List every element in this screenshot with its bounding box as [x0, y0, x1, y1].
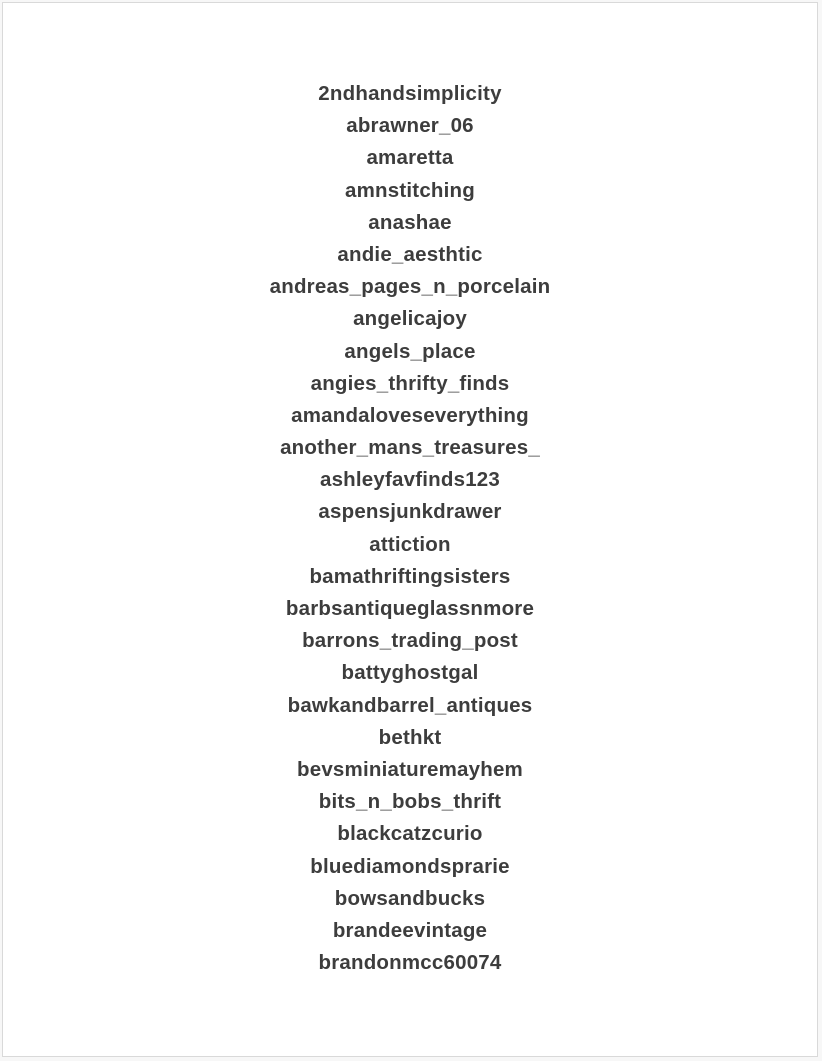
list-item: blackcatzcurio	[337, 822, 483, 846]
list-item: bevsminiaturemayhem	[297, 757, 523, 781]
username-list	[3, 78, 817, 979]
list-item: bawkandbarrel_antiques	[287, 693, 533, 717]
list-item: abrawner_06	[346, 114, 474, 138]
document-page	[2, 2, 818, 1057]
list-item: barrons_trading_post	[302, 629, 518, 653]
list-item: angels_place	[344, 339, 476, 363]
list-item: andie_aesthtic	[337, 242, 483, 266]
list-item: angelicajoy	[353, 307, 467, 331]
list-item: 2ndhandsimplicity	[318, 82, 502, 105]
list-item: bamathriftingsisters	[309, 564, 511, 588]
list-item: amandaloveseverything	[291, 403, 529, 427]
list-item: aspensjunkdrawer	[318, 500, 502, 524]
list-item: anashae	[368, 210, 452, 234]
list-item: bits_n_bobs_thrift	[318, 790, 502, 814]
list-item: brandonmcc60074	[318, 951, 502, 975]
list-item: amaretta	[366, 146, 454, 170]
list-item: barbsantiqueglassnmore	[285, 597, 535, 620]
list-item: ashleyfavfinds123	[319, 468, 501, 492]
list-item: battyghostgal	[341, 661, 479, 685]
list-item: angies_thrifty_finds	[310, 371, 510, 395]
list-item: attiction	[369, 532, 451, 556]
list-item: andreas_pages_n_porcelain	[269, 275, 551, 299]
list-item: brandeevintage	[332, 918, 488, 942]
list-item: another_mans_treasures_	[280, 436, 540, 460]
list-item: bethkt	[378, 725, 442, 749]
list-item: bluediamondsprarie	[310, 854, 510, 878]
list-item: bowsandbucks	[334, 886, 486, 910]
list-item: amnstitching	[345, 178, 475, 202]
